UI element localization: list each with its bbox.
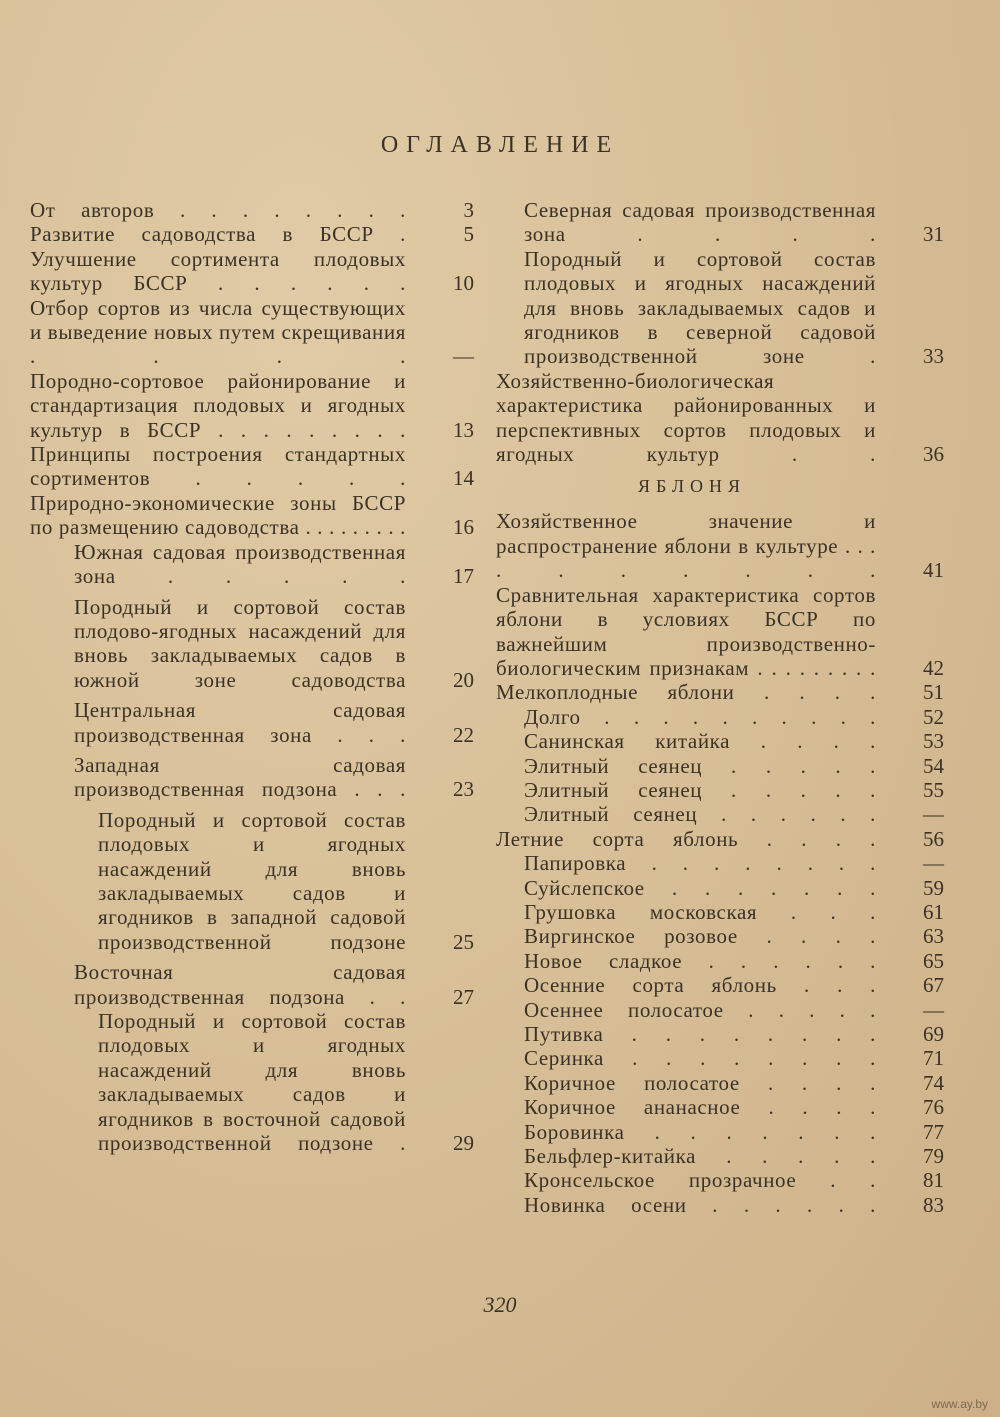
toc-entry-page: 36: [923, 442, 944, 467]
toc-entry: [496, 583, 948, 681]
toc-entry-page: 31: [923, 222, 944, 247]
toc-entry: [30, 808, 478, 954]
toc-entry: [496, 973, 948, 997]
toc-entry-page: 74: [923, 1070, 944, 1095]
toc-entry-text: Центральная садовая производственная зона . . .: [74, 698, 406, 747]
toc-entry-page: 3: [463, 198, 474, 222]
toc-entry: [496, 1095, 948, 1119]
toc-entry: [496, 851, 948, 875]
toc-entry: [30, 698, 478, 747]
toc-entry-page: 22: [453, 722, 474, 747]
toc-entry-page: 77: [923, 1119, 944, 1144]
toc-entry-text: От авторов . . . . . . . .: [30, 198, 406, 222]
toc-entry: [496, 1193, 948, 1217]
toc-entry-text: Новое сладкое . . . . . .: [524, 948, 876, 973]
toc-entry: [496, 876, 948, 900]
toc-entry-text: Породный и сортовой состав плодовых и ягодных насаждений для вновь закладываемых садов и ягодников в северной садовой производственной зоне .: [524, 246, 876, 369]
toc-entry-text: Восточная садовая производственная подзона . .: [74, 960, 406, 1009]
toc-entry: [30, 222, 478, 246]
watermark: www.ay.by: [931, 1397, 988, 1411]
toc-entry-page: —: [923, 851, 944, 876]
toc-entry: [496, 705, 948, 729]
toc-entry-text: Принципы построения стандартных сортиментов . . . . .: [30, 442, 406, 491]
toc-entry-page: 23: [453, 777, 474, 802]
toc-entry-page: 14: [453, 466, 474, 491]
toc-entry: [496, 369, 948, 467]
toc-entry-text: Виргинское розовое . . . .: [524, 924, 876, 949]
toc-entry: [496, 924, 948, 948]
toc-entry-page: 76: [923, 1095, 944, 1120]
toc-entry-page: 5: [463, 222, 474, 247]
toc-entry-text: Кронсельское прозрачное . .: [524, 1168, 876, 1193]
toc-entry: [30, 753, 478, 802]
toc-entry: [496, 802, 948, 826]
toc-entry-text: Породно-сортовое районирование и стандартизация плодовых и ягодных культур в БССР . . . . . . . . .: [30, 368, 406, 442]
toc-entry: [496, 1022, 948, 1046]
toc-entry-page: 10: [453, 271, 474, 296]
toc-entry: [30, 1009, 478, 1155]
toc-entry-page: 27: [453, 984, 474, 1009]
toc-entry-page: —: [923, 802, 944, 827]
toc-entry-page: 69: [923, 1022, 944, 1046]
toc-entry-text: Сравнительная характеристика сортов яблони в условиях БССР по важнейшим производственно-биологическим признакам . . . . . . . . .: [496, 582, 876, 680]
toc-entry-text: Южная садовая производственная зона . . . . .: [74, 539, 406, 589]
toc-entry: [30, 960, 478, 1009]
toc-entry: [496, 1168, 948, 1192]
toc-entry-page: 52: [923, 704, 944, 729]
toc-entry-text: Путивка . . . . . . . .: [524, 1022, 876, 1046]
toc-entry-page: 65: [923, 948, 944, 973]
toc-entry-text: Бельфлер-китайка . . . . .: [524, 1144, 876, 1169]
toc-entry-text: Новинка осени . . . . . .: [524, 1192, 876, 1217]
toc-entry-text: Элитный сеянец . . . . . .: [524, 802, 876, 827]
toc-entry-text: Осенние сорта яблонь . . .: [524, 973, 876, 998]
toc-entry: [30, 296, 478, 369]
toc-entry-page: 20: [453, 667, 474, 692]
toc-entry-text: Долго . . . . . . . . . .: [524, 704, 876, 729]
toc-entry: [496, 1046, 948, 1070]
toc-entry: [496, 509, 948, 582]
toc-entry-text: Коричное полосатое . . . .: [524, 1070, 876, 1095]
toc-entry-page: —: [453, 344, 474, 369]
toc-entry: [496, 998, 948, 1022]
toc-entry: [496, 1144, 948, 1168]
toc-entry-page: 63: [923, 924, 944, 949]
toc-entry-text: Элитный сеянец . . . . .: [524, 753, 876, 778]
toc-entry-text: Природно-экономические зоны БССР по размещению садоводства . . . . . . . . .: [30, 490, 406, 540]
toc-entry: [496, 680, 948, 704]
toc-entry: [496, 1120, 948, 1144]
toc-entry-text: Санинская китайка . . . .: [524, 729, 876, 754]
toc-entry-page: 41: [923, 558, 944, 583]
toc-entry: [496, 900, 948, 924]
toc-entry: [30, 198, 478, 222]
toc-entry: [30, 595, 478, 693]
toc-entry: [30, 540, 478, 589]
toc-entry: [496, 949, 948, 973]
toc-entry-text: Летние сорта яблонь . . . .: [496, 826, 876, 851]
toc-entry-text: Хозяйственно-биологическая характеристика районированных и перспективных сортов плодовых и ягодных культур . .: [496, 368, 876, 467]
toc-entry: [30, 247, 478, 296]
toc-entry-page: 79: [923, 1144, 944, 1169]
toc-entry-text: Западная садовая производственная подзона . . .: [74, 752, 406, 802]
toc-entry-text: Породный и сортовой состав плодовых и ягодных насаждений для вновь закладываемых садов и ягодников в восточной садовой производственной подзоне .: [98, 1009, 406, 1156]
toc-entry-page: 42: [923, 655, 944, 680]
toc-entry-page: —: [923, 997, 944, 1022]
toc-entry-text: Улучшение сортимента плодовых культур БССР . . . . . .: [30, 246, 406, 296]
toc-entry: [496, 729, 948, 753]
section-heading: ЯБЛОНЯ: [637, 476, 747, 497]
toc-entry-page: 83: [923, 1192, 944, 1217]
toc-entry-text: Отбор сортов из числа существующих и выведение новых путем скрещивания . . . .: [30, 295, 406, 369]
toc-entry-page: 61: [923, 899, 944, 924]
toc-entry-text: Мелкоплодные яблони . . . .: [496, 680, 876, 705]
toc-entry: [496, 827, 948, 851]
toc-entry-page: 17: [453, 564, 474, 589]
toc-entry-page: 67: [923, 973, 944, 998]
toc-left-column: [30, 198, 478, 1155]
toc-entry: [496, 198, 948, 247]
toc-entry-page: 81: [923, 1168, 944, 1193]
toc-entry-page: 16: [453, 515, 474, 540]
toc-entry: [496, 247, 948, 369]
page-title: ОГЛАВЛЕНИЕ: [380, 132, 620, 158]
toc-entry-page: 59: [923, 875, 944, 900]
toc-entry-text: Северная садовая производственная зона . . . .: [524, 198, 876, 247]
toc-entry: [30, 491, 478, 540]
toc-entry-text: Суйслепское . . . . . . .: [524, 875, 876, 900]
toc-right-column: [496, 198, 948, 1217]
toc-entry: [496, 778, 948, 802]
toc-entry: [30, 369, 478, 442]
toc-entry-text: Коричное ананасное . . . .: [524, 1095, 876, 1120]
toc-entry-text: Породный и сортовой состав плодовых и ягодных насаждений для вновь закладываемых садов и ягодников в западной садовой производственной подзоне: [98, 807, 406, 954]
toc-entry-page: 13: [453, 417, 474, 442]
toc-entry: [496, 1071, 948, 1095]
toc-entry-page: 71: [923, 1046, 944, 1071]
toc-entry-page: 56: [923, 826, 944, 851]
toc-entry: [30, 442, 478, 491]
toc-entry-text: Развитие садоводства в БССР .: [30, 222, 406, 247]
toc-entry-text: Элитный сеянец . . . . .: [524, 777, 876, 802]
page-number: 320: [483, 1292, 517, 1317]
toc-entry-page: 53: [923, 729, 944, 754]
toc-entry-text: Хозяйственное значение и распространение яблони в культуре . . . . . . . . . .: [496, 509, 876, 583]
toc-entry-text: Осеннее полосатое . . . . .: [524, 997, 876, 1022]
toc-entry-text: Грушовка московская . . .: [524, 899, 876, 924]
toc-entry-page: 25: [453, 929, 474, 954]
toc-entry-text: Папировка . . . . . . . .: [524, 851, 876, 876]
toc-entry-text: Серинка . . . . . . . .: [524, 1046, 876, 1071]
toc-entry: [496, 754, 948, 778]
toc-entry-page: 54: [923, 753, 944, 778]
toc-entry-text: Породный и сортовой состав плодово-ягодных насаждений для вновь закладываемых садов в южной зоне садоводства: [74, 594, 406, 692]
toc-entry-page: 51: [923, 680, 944, 705]
toc-entry-page: 29: [453, 1131, 474, 1156]
toc-entry-text: Боровинка . . . . . . .: [524, 1119, 876, 1144]
toc-entry-page: 55: [923, 777, 944, 802]
toc-entry-page: 33: [923, 344, 944, 369]
